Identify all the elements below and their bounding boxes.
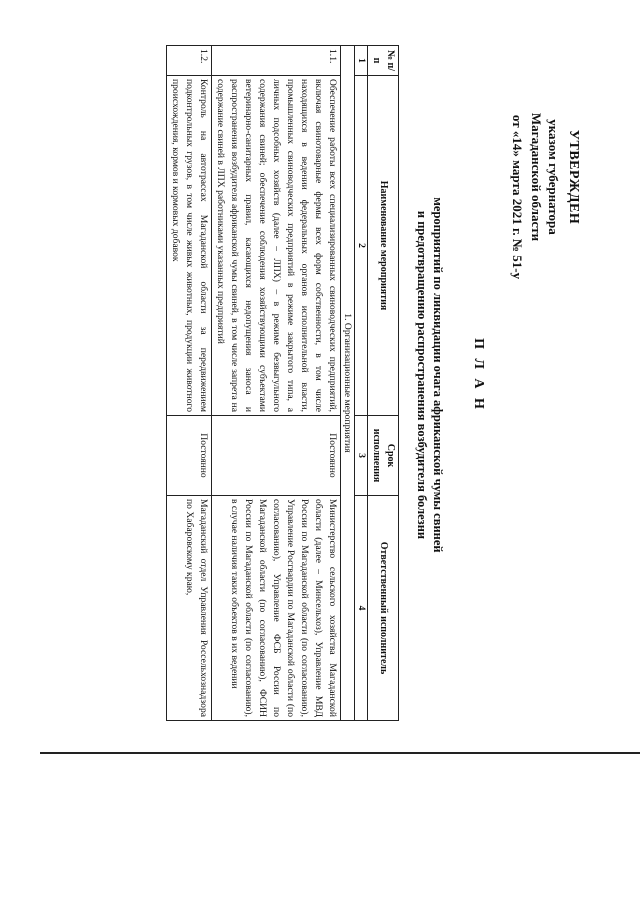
row-executor: Магаданский отдел Управления Россельхознадзора по Хабаровскому краю, <box>167 496 212 721</box>
header-num: № п/п <box>368 46 399 76</box>
row-num: 1.1. <box>212 46 341 76</box>
header-row <box>368 46 399 721</box>
plan-heading: П Л А Н <box>471 338 486 412</box>
row-name: Контроль на автотрассах Магаданской области за передвижением подконтрольных грузов, в том числе живых животных, продукции животного происхождения, кормов и кормовых добавок <box>167 76 212 416</box>
section-row <box>341 46 355 721</box>
column-number-row <box>355 46 368 721</box>
section-title: 1. Организационные мероприятия <box>341 46 355 721</box>
approval-date: от «14» марта 2021 г. № 51-у <box>510 114 525 280</box>
approval-decree: указом губернатора <box>546 119 561 235</box>
plan-table <box>166 45 399 721</box>
scan-edge-line <box>40 752 640 754</box>
row-term: Постоянно <box>167 416 212 496</box>
column-number: 3 <box>355 416 368 496</box>
table-row <box>167 46 212 721</box>
document-title <box>414 25 486 725</box>
header-executor: Ответственный исполнитель <box>368 496 399 721</box>
row-executor: Министерство сельского хозяйства Магаданской области (далее – Минсельхоз), Управление МВД России по Магаданской области (по согласованию), Управление Росгвардии по Магаданской области (по согласованию), Управление ФСБ России по Магаданской области (по согласованию), ФСИН России по Магаданской области (по согласованию), в случае наличия таких объектов в их ведении <box>212 496 341 721</box>
header-term: Срок исполнения <box>368 416 399 496</box>
column-number: 1 <box>355 46 368 76</box>
header-name: Наименование мероприятия <box>368 76 399 416</box>
row-term: Постоянно <box>212 416 341 496</box>
plan-subtitle-2: и предотвращению распространения возбудителя болезни <box>415 210 429 540</box>
row-num: 1.2. <box>167 46 212 76</box>
row-name: Обеспечение работы всех специализированных свиноводческих предприятий, включая свинотоварные фермы всех форм собственности, в том числе находящихся в ведении федеральных органов исполнительной власти, промышленных свиноводческих предприятий в режиме закрытого типа, а личных подсобных хозяйств (далее – ЛПХ) – в режиме безвыгульного содержания свиней; обеспечение соблюдения хозяйствующими субъектами ветеринарно-санитарных правил, касающихся недопущения заноса и распространения возбудителя африканской чумы свиней, в том числе запрета на содержание свиней в ЛПХ работниками указанных предприятий <box>212 76 341 416</box>
table-row <box>212 46 341 721</box>
plan-subtitle-1: мероприятий по ликвидации очага африканской чумы свиней <box>431 197 445 553</box>
approval-title: УТВЕРЖДЕН <box>566 129 581 225</box>
column-number: 4 <box>355 496 368 721</box>
column-number: 2 <box>355 76 368 416</box>
approval-region: Магаданской области <box>529 112 544 242</box>
rotated-page <box>170 25 581 725</box>
